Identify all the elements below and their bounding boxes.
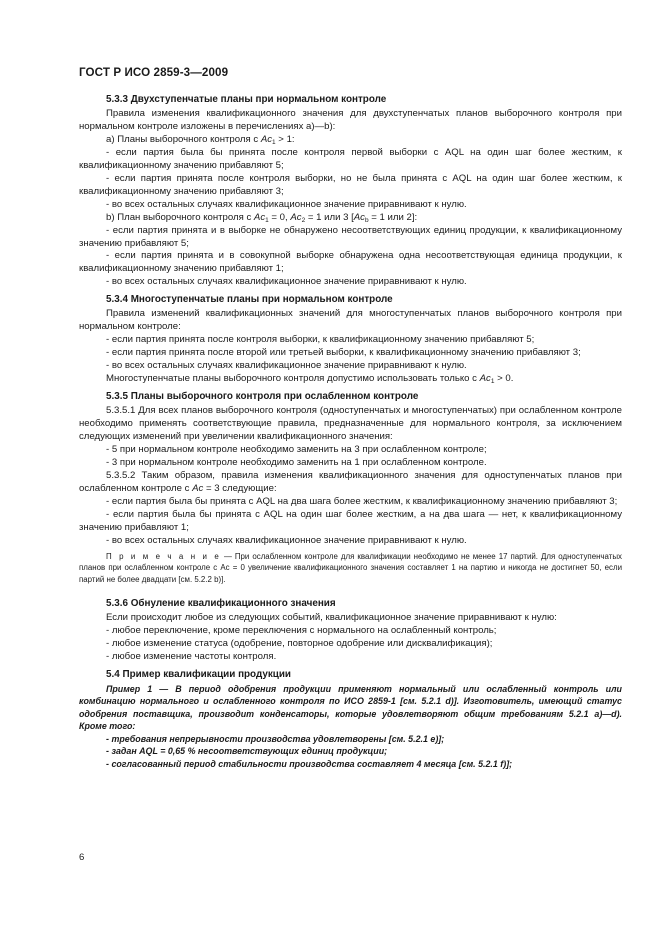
example-block: [79, 683, 622, 771]
page-header: ГОСТ Р ИСО 2859-3—2009: [79, 66, 229, 79]
list-item: - требования непрерывности производства удовлетворены [см. 5.2.1 е)];: [106, 733, 445, 744]
section-title-5-3-6: 5.3.6 Обнуление квалификационного значения: [106, 598, 336, 610]
section-intro: Если происходит любое из следующих событий, квалификационное значение приравнивают к нулю:: [106, 612, 557, 624]
section-closing: Многоступенчатые планы выборочного контроля допустимо использовать только с $Ac_1 > 0$.: [106, 373, 514, 386]
list-item: - 5 при нормальном контроле необходимо заменить на 3 при ослабленном контроле;: [106, 443, 487, 455]
list-item: - если партия принята после контроля выборки, но не была принята с AQL на один шаг более жестким, к квалификационному значению прибавляют 3;: [79, 172, 622, 197]
example-label: Пример 1: [106, 683, 153, 694]
list-heading-a: а) Планы выборочного контроля с $Ac_1 > 1$:: [106, 133, 295, 146]
section-intro: Правила изменения квалификационного значения для двухступенчатых планов выборочного контроля при нормальном контроле изложены в перечислениях а)—b):: [79, 108, 622, 132]
section-intro: Правила изменений квалификационных значений для многоступенчатых планов выборочного контроля при нормальном контроле:: [79, 308, 622, 333]
section-title-5-3-4: 5.3.4 Многоступенчатые планы при нормальном контроле: [106, 294, 393, 306]
list-item: - любое изменение статуса (одобрение, повторное одобрение или дисквалификация);: [106, 637, 493, 649]
clause-5-3-5-1: 5.3.5.1 Для всех планов выборочного контроля (одноступенчатых и многоступенчатых) при ослабленном контроле необходимо применять соответствующие правила, предназначенные для нормального контроля, за исключением следующих изменений при увеличении квалификационного значения:: [79, 405, 622, 442]
list-item: - во всех остальных случаях квалификационное значение приравнивают к нулю.: [106, 360, 467, 372]
list-item: - задан AQL = 0,65 % несоответствующих единиц продукции;: [106, 746, 388, 757]
list-item: - если партия принята и в выборке не обнаружено несоответствующих единиц продукции, к квалификационному значению прибавляют 5;: [79, 224, 622, 249]
document-body: [79, 93, 622, 770]
list-item: - если партия принята после контроля выборки, к квалификационному значению прибавляют 5;: [106, 334, 535, 346]
list-item: - если партия принята после второй или третьей выборки, к квалификационному значению прибавляют 3;: [106, 347, 581, 359]
list-item: - если партия была бы принята с AQL на один шаг более жестким, а на два шага — нет, к квалификационному значению прибавляют 1;: [79, 508, 622, 533]
list-item: - если партия принята и в совокупной выборке обнаружена одна несоответствующая единица продукции, к квалификационному значению прибавляют 1;: [79, 250, 623, 275]
list-heading-b: b) План выборочного контроля с $Ac_1 = 0$, $Ac_2 = 1$ или 3 [$Ac_b = 1$ или 2]:: [106, 211, 418, 224]
list-item: - любое переключение, кроме переключения с нормального на ослабленный контроль;: [106, 625, 497, 636]
list-item: - 3 при нормальном контроле необходимо заменить на 1 при ослабленном контроле.: [106, 456, 487, 468]
list-item: - если партия была бы принята с AQL на два шага более жестким, к квалификационному значению прибавляют 3;: [106, 495, 618, 507]
list-item: - во всех остальных случаях квалификационное значение приравнивают к нулю.: [106, 198, 467, 210]
section-title-5-3-3: 5.3.3 Двухступенчатые планы при нормальном контроле: [106, 94, 387, 105]
list-item: - во всех остальных случаях квалификационное значение приравнивают к нулю.: [106, 276, 467, 288]
clause-5-3-5-2: 5.3.5.2 Таким образом, правила изменения квалификационного значения для одноступенчатых планов при ослабленном контроле с Ac = 3 следующие:: [79, 469, 622, 494]
page-number: 6: [79, 852, 85, 863]
note-paragraph: П р и м е ч а н и е — При ослабленном контроле для квалификации необходимо не менее 17 партий. Для одноступенчатых планов при ослабленном контроле с Ac = 0 увеличение квалификационного значения составляет 1 на партию и никогда не достигнет 50, если партий не более двадцати [см. 5.2.2 b)].: [79, 551, 622, 584]
list-item: - согласованный период стабильности производства составляет 4 месяца [см. 5.2.1 f)];: [106, 758, 513, 769]
section-title-5-3-5: 5.3.5 Планы выборочного контроля при ослабленном контроле: [106, 391, 419, 403]
list-item: - во всех остальных случаях квалификационное значение приравнивают к нулю.: [106, 534, 467, 546]
list-item: - любое изменение частоты контроля.: [106, 650, 277, 662]
list-item: - если партия была бы принята после контроля первой выборки с AQL на один шаг более жестким, к квалификационному значению прибавляют 5;: [79, 146, 622, 171]
example-paragraph: Пример 1 — В период одобрения продукции применяют нормальный или ослабленный контроль или комбинацию нормального и ослабленного контроля по ИСО 2859-1 [см. 5.2.1 d)]. Изготовитель, имеющий статус одобрения поставщика, производит конденсаторы, которые удовлетворяют общим требованиям 5.2.1 a)—d). Кроме того:: [79, 683, 622, 732]
section-title-5-4: 5.4 Пример квалификации продукции: [106, 668, 291, 680]
